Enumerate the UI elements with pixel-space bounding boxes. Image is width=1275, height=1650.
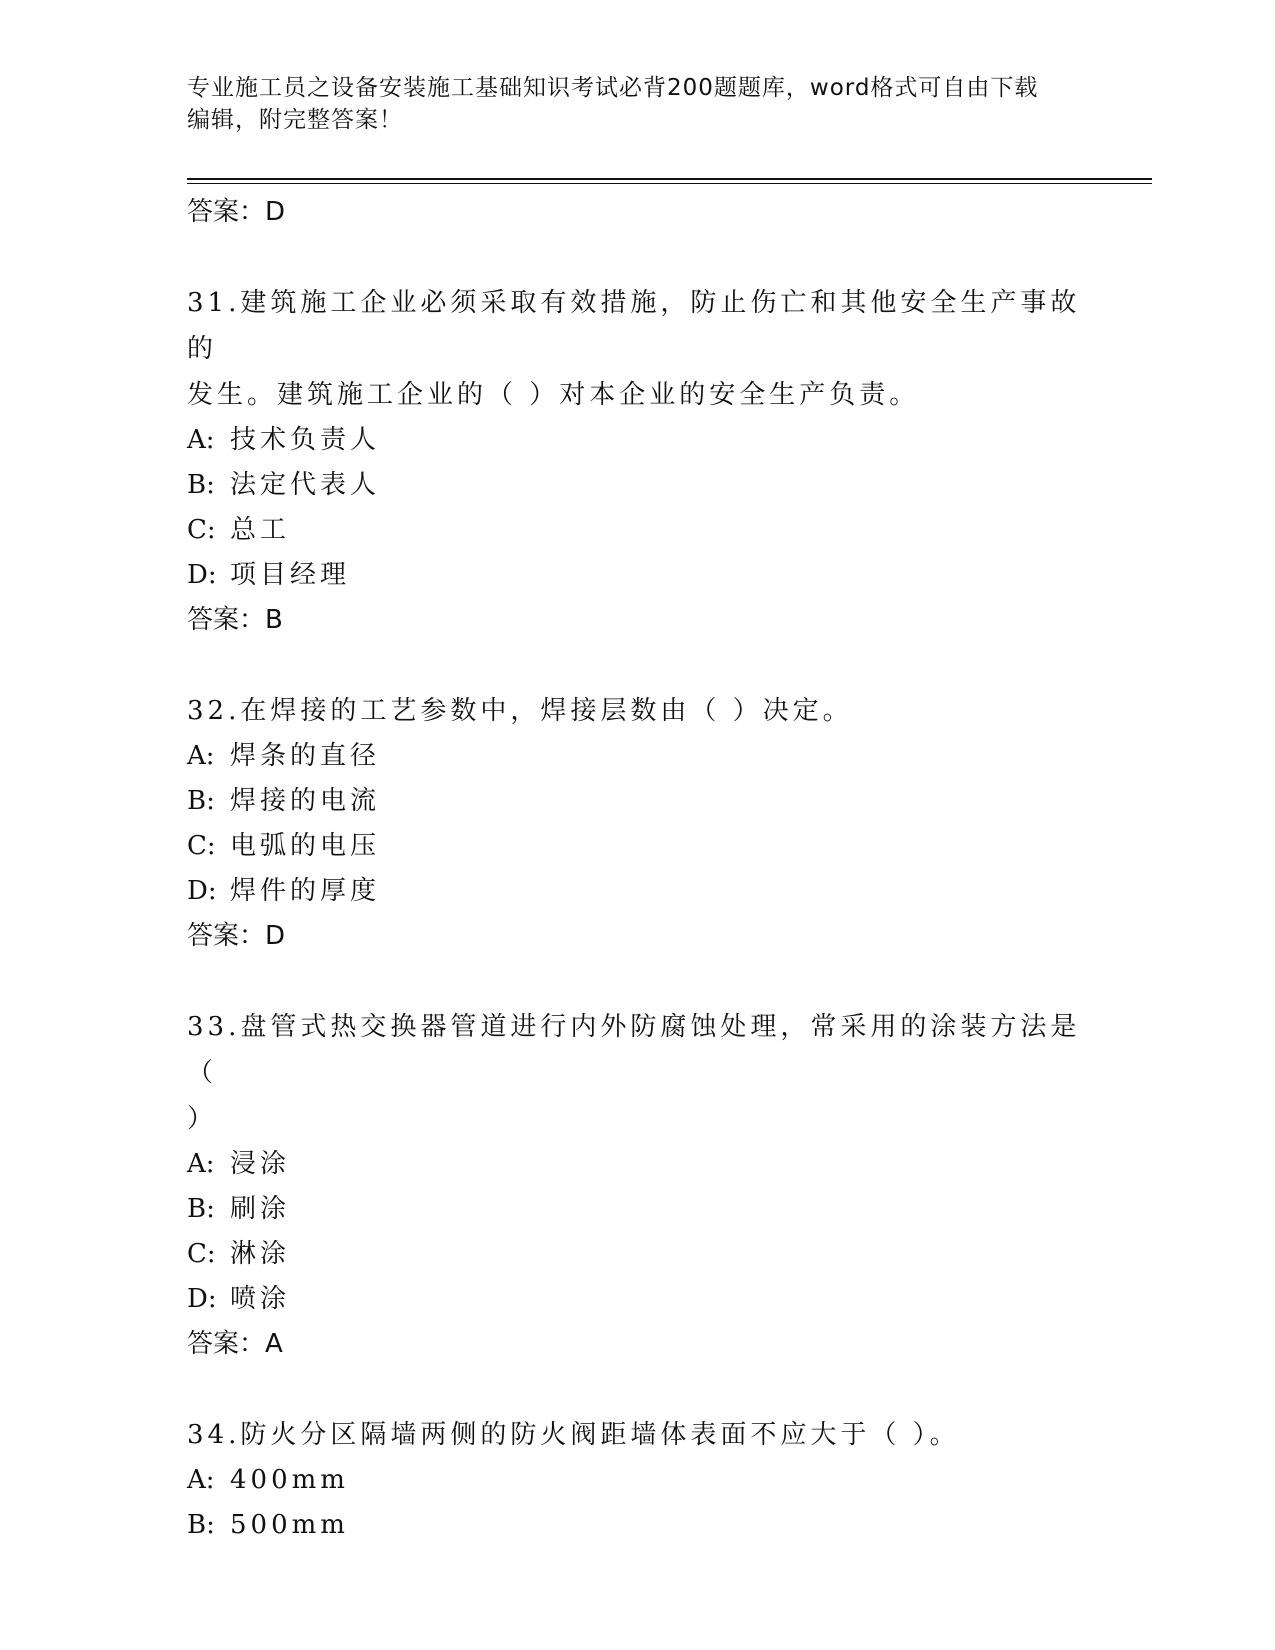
option-b (187, 463, 1087, 508)
option-c (187, 508, 1087, 553)
option-letter: A: (187, 741, 215, 771)
option-a (187, 1458, 1087, 1503)
spacer (187, 1366, 1087, 1412)
option-d (187, 1277, 1087, 1322)
spacer (187, 234, 1087, 280)
header-divider (187, 178, 1152, 184)
question-stem-line: ） (187, 1104, 218, 1134)
question-33 (187, 1004, 1087, 1366)
option-letter: B: (187, 1510, 215, 1540)
option-text: 法定代表人 (230, 470, 381, 500)
option-text: 焊条的直径 (230, 741, 381, 771)
question-32 (187, 688, 1087, 958)
option-letter: A: (187, 425, 215, 455)
question-stem-line: 34.防火分区隔墙两侧的防火阀距墙体表面不应大于（ ）。 (187, 1420, 960, 1450)
option-text: 500mm (230, 1510, 349, 1540)
option-a (187, 734, 1087, 779)
option-text: 淋涂 (230, 1239, 291, 1269)
option-b (187, 1187, 1087, 1232)
option-text: 焊件的厚度 (230, 876, 381, 906)
option-text: 总工 (230, 515, 291, 545)
option-d (187, 553, 1087, 598)
question-stem-line: 31.建筑施工企业必须采取有效措施，防止伤亡和其他安全生产事故的 (187, 288, 1081, 364)
previous-answer: 答案：D (187, 197, 286, 227)
question-34 (187, 1412, 1087, 1548)
option-c (187, 1232, 1087, 1277)
question-list (187, 190, 1087, 1548)
answer: 答案：A (187, 1329, 283, 1359)
question-stem-line: 33.盘管式热交换器管道进行内外防腐蚀处理，常采用的涂装方法是（ (187, 1012, 1081, 1088)
option-text: 项目经理 (230, 560, 351, 590)
option-letter: A: (187, 1465, 215, 1495)
option-letter: C: (187, 1239, 216, 1269)
answer: 答案：D (187, 921, 286, 951)
option-b (187, 1503, 1087, 1548)
option-letter: D: (187, 1284, 217, 1314)
header-line-2: 编辑，附完整答案！ (187, 107, 403, 133)
option-text: 焊接的电流 (230, 786, 381, 816)
option-text: 电弧的电压 (230, 831, 381, 861)
option-letter: B: (187, 470, 215, 500)
spacer (187, 958, 1087, 1004)
option-text: 浸涂 (230, 1149, 291, 1179)
option-d (187, 869, 1087, 914)
option-letter: C: (187, 515, 216, 545)
document-header (187, 72, 1087, 136)
spacer (187, 642, 1087, 688)
option-letter: B: (187, 1194, 215, 1224)
option-text: 400mm (230, 1465, 349, 1495)
option-a (187, 1142, 1087, 1187)
option-letter: C: (187, 831, 216, 861)
question-31 (187, 280, 1087, 642)
option-text: 技术负责人 (230, 425, 381, 455)
answer: 答案：B (187, 605, 283, 635)
option-a (187, 418, 1087, 463)
option-letter: D: (187, 560, 217, 590)
option-b (187, 779, 1087, 824)
option-text: 刷涂 (230, 1194, 291, 1224)
option-letter: B: (187, 786, 215, 816)
option-c (187, 824, 1087, 869)
option-text: 喷涂 (230, 1284, 291, 1314)
option-letter: D: (187, 876, 217, 906)
header-line-1: 专业施工员之设备安装施工基础知识考试必背200题题库，word格式可自由下载 (187, 75, 1039, 101)
question-stem-line: 发生。建筑施工企业的（ ）对本企业的安全生产负责。 (187, 380, 920, 410)
option-letter: A: (187, 1149, 215, 1179)
question-stem-line: 32.在焊接的工艺参数中，焊接层数由（ ）决定。 (187, 696, 853, 726)
